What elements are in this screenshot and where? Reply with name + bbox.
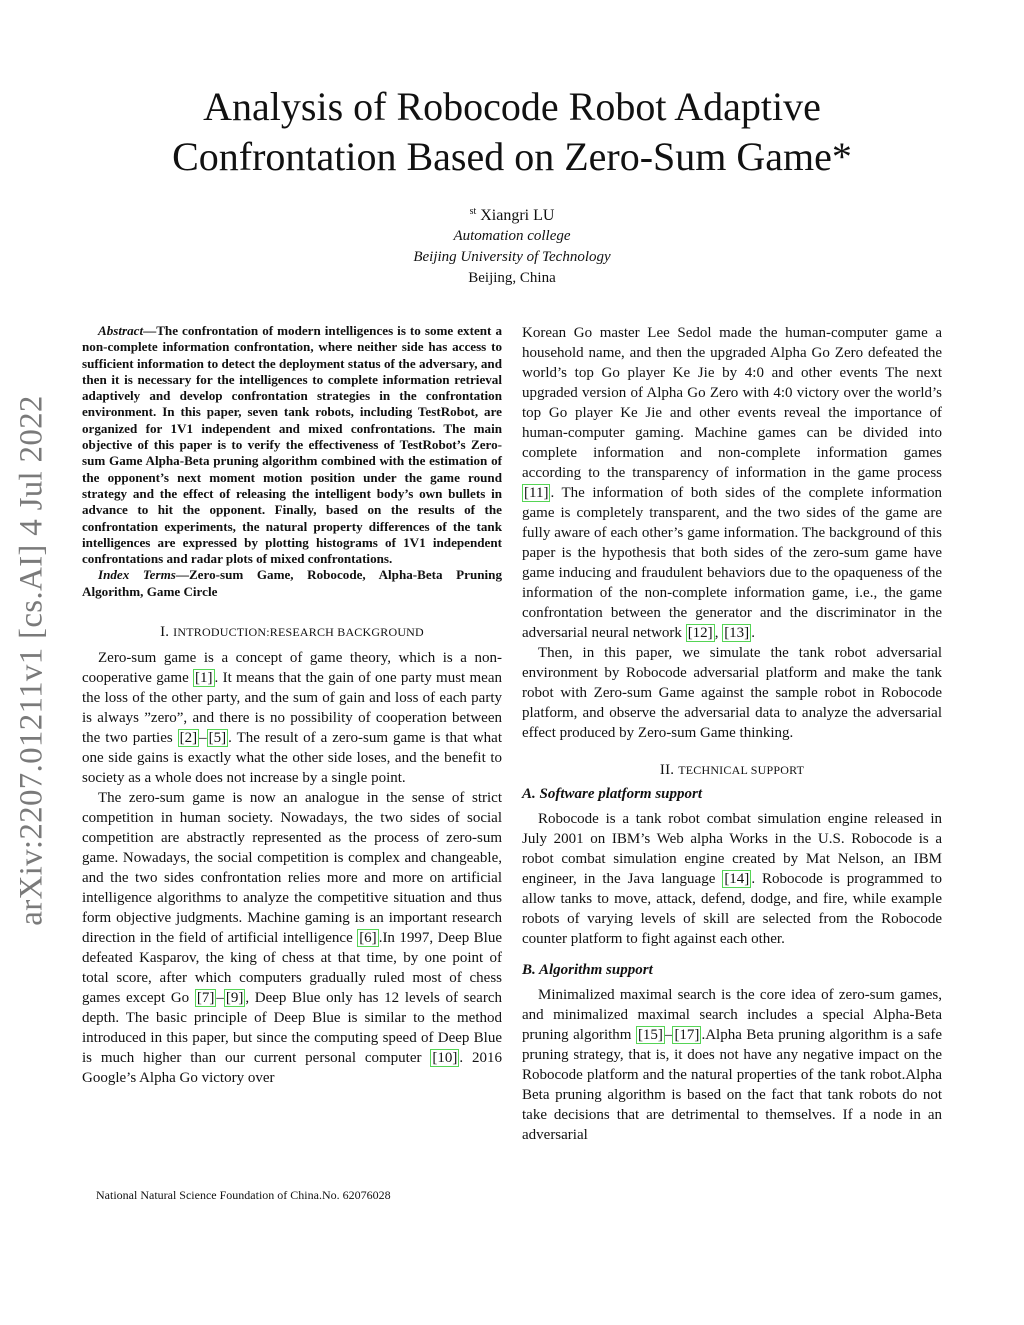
citation-link[interactable]: [5] [208,730,227,747]
index-terms [82,567,502,600]
algorithm-paragraph [522,985,942,1145]
author-affiliation-2: Beijing University of Technology [413,249,611,265]
text-run: . The information of both sides of the complete information game is completely transparent, and the two sides of the game are fully aware of each other’s game information. The background of this paper is the hypothesis that both sides of the zero-sum game have game inducing and fraudulent behaviors due to the opaqueness of the information of the non-complete information game, i.e., the game confrontation between the generator and the discriminator in the adversarial neural network [522,485,942,641]
citation-link[interactable]: [15] [637,1027,663,1043]
section-1-title: INTRODUCTION:RESEARCH BACKGROUND [173,625,424,640]
text-run: . 2016 Google’s Alpha Go victory over [82,1050,503,1087]
title-line-2: Confrontation Based on Zero-Sum Game* [172,134,852,179]
title-line-1: Analysis of Robocode Robot Adaptive [203,84,821,129]
abstract-text: —The confrontation of modern intelligences is to some extent a non-complete information confrontation, where neither side has access to sufficient information to detect the deployment status of the adversary, and then it is necessary for the intelligences to complete information retrieval adaptively and develop confrontation strategies in the confrontation environment. In this paper, seven tank robots, including TestRobot, are organized for 1V1 independent and mixed confrontations. The main objective of this paper is to verify the effectiveness of TestRobot’s Zero-sum Game Alpha-Beta pruning algorithm combined with the estimation of the opponent’s next moment motion position under the game round strategy and the effect of releasing the intelligent body’s own bullets in advance to hit the opponent. Finally, based on the results of the confrontation experiments, the natural property differences of the tank intelligences are expressed by plotting histograms of 1V1 independent confrontations and radar plots of mixed confrontations. [82,323,502,567]
subsection-b-heading: B. Algorithm support [522,962,653,978]
text-run: Zero-sum game is a concept of game theory, which is a non-cooperative game [82,650,502,687]
section-1-number: I. [160,624,174,641]
paper-title [100,82,924,182]
index-terms-text: —Zero-sum Game, Robocode, Alpha-Beta Pruning Algorithm, Game Circle [82,567,503,599]
text-run: , Deep Blue only has 12 levels of search depth. The basic principle of Deep Blue is similar to the method introduced in this paper, but since the computing speed of Deep Blue is much higher than our current personal computer [82,990,502,1067]
text-run: – [664,1027,673,1043]
text-run: . The result of a zero-sum game is that what one side gains is exactly what the other side loses, and the benefit to society as a whole does not increase by a single point. [82,730,502,787]
text-run: . Robocode is programmed to allow tanks to move, attack, defend, dodge, and fire, while example robots of varying levels of skill are selected from the Robocode counter platform to fight against each other. [522,871,942,947]
left-column [82,323,502,1088]
citation-link[interactable]: [6] [359,930,377,947]
arxiv-id-text: arXiv:2207.01211v1 [cs.AI] 4 Jul 2022 [13,394,50,926]
author-name: Xiangri LU [480,207,555,224]
text-run: The zero-sum game is now an analogue in the sense of strict competition in human society. Nowadays, the two sides of social competition are abstractly represented as the process of zero-sum game. Nowadays, the social competition is complex and changeable, and the two sides confrontation relies more and more on artificial intelligence algorithms to analyze the competitive situation and thus form objective judgments. Machine gaming is an important research direction in the field of artificial intelligence [82,790,502,947]
footnote: National Natural Science Foundation of China.No. 62076028 [96,1188,391,1202]
text-run: – [216,990,224,1007]
section-2-number: II. [659,762,679,778]
abstract-label: Abstract [98,323,144,338]
text-run: . [751,625,755,641]
abstract [82,323,502,567]
intro-paragraph-1 [82,648,502,788]
citation-link[interactable]: [17] [674,1027,700,1043]
author-affiliation-1: Automation college [453,228,571,244]
citation-link[interactable]: [14] [724,871,750,887]
section-2-heading [522,760,942,780]
citation-link[interactable]: [10] [432,1050,458,1067]
index-terms-label: Index Terms [98,567,176,583]
citation-link[interactable]: [1] [195,670,213,687]
section-1-heading [82,622,502,642]
author-name-line [262,201,762,226]
section-2-title: TECHNICAL SUPPORT [678,763,805,777]
subsection-a-heading: A. Software platform support [522,786,703,802]
citation-link[interactable]: [11] [524,485,549,501]
author-city: Beijing, China [468,270,556,286]
citation-link[interactable]: [9] [225,990,244,1007]
text-run: .Alpha Beta pruning algorithm is a safe pruning strategy, that is, it does not have any negative impact on the Robocode platform and the natural properties of the tank robot.Alpha Beta pruning algorithm is based on the fact that tank robots do not take decisions that are detrimental to themselves. If a node in an adversarial [522,1027,942,1143]
citation-link[interactable]: [7] [196,990,215,1007]
text-run: Korean Go master Lee Sedol made the human-computer game a household name, and then the upgraded Alpha Go Zero defeated the world’s top Go player Ke Jie by 4:0 and other events The next upgraded version of Alpha Go Zero with 4:0 victory over the world’s top Go player Ke Jie and other events reveal the importance of human-computer gaming. Machine games can be divided into complete information and non-complete information games according to the transparency of information in the game process [522,325,942,481]
text-run: Robocode is a tank robot combat simulation engine released in July 2001 on IBM’s Web alpha Works in the U.S. Robocode is a robot combat simulation engine created by Mat Nelson, an IBM engineer, in the Java language [522,811,942,887]
software-platform-paragraph [522,809,942,949]
intro-paragraph-2 [82,788,502,1088]
author-block [262,201,762,289]
text-run: .In 1997, Deep Blue defeated Kasparov, the king of chess at that time, by one point of total score, after which computers gradually ruled most of chess games except Go [82,930,502,1007]
right-column [522,323,942,1145]
text-run: Minimalized maximal search is the core idea of zero-sum games, and minimalized maximal search includes a special Alpha-Beta pruning algorithm [522,987,942,1043]
citation-link[interactable]: [12] [687,625,713,641]
text-run: . It means that the gain of one party must mean the loss of the other party, and the sum of gain and loss of each party is always ”zero”, and there is no possibility of cooperation between the two parties [82,670,502,747]
right-paragraph-1 [522,323,942,643]
text-run: , [714,625,723,641]
arxiv-identifier [5,380,59,940]
author-sup: st [469,206,477,217]
citation-link[interactable]: [13] [724,625,750,641]
text-run: – [199,730,207,747]
citation-link[interactable]: [2] [179,730,198,747]
right-paragraph-2: Then, in this paper, we simulate the tank robot adversarial environment by Robocode adversarial platform and make the tank robot with Zero-sum Game against the sample robot in Robocode platform, and observe the adversarial data to analyze the adversarial effect produced by Zero-sum Game thinking. [522,645,942,741]
